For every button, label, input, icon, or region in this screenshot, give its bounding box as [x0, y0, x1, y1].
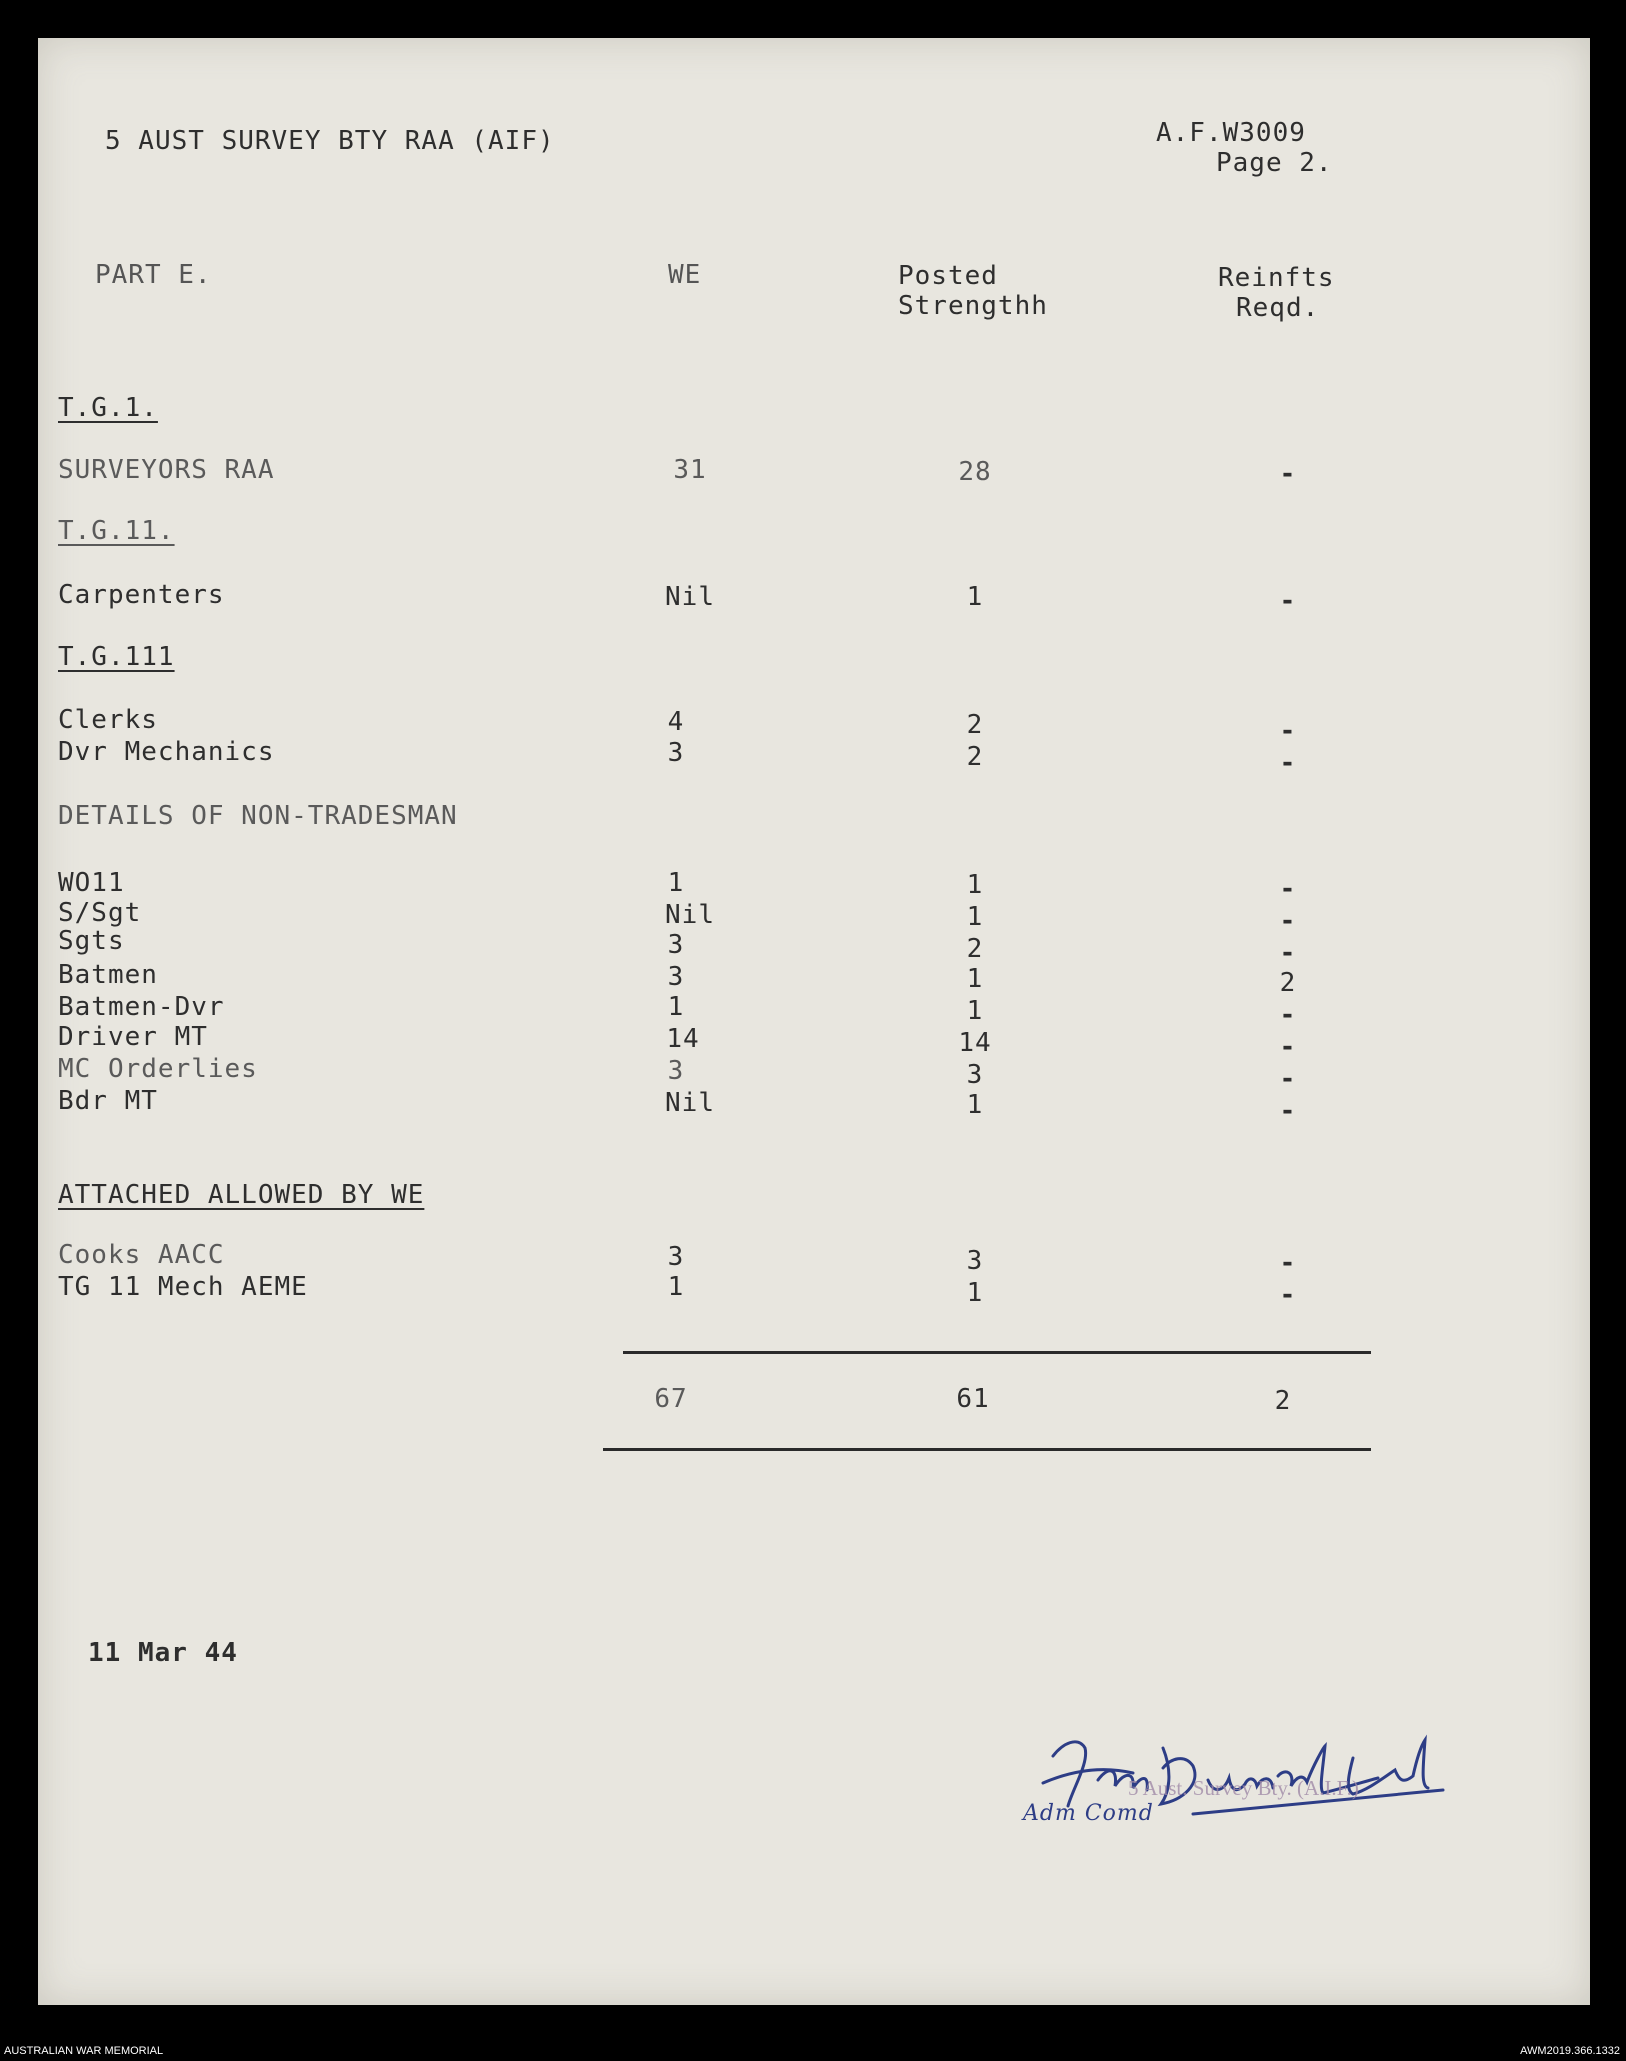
- row-posted: 2: [966, 710, 984, 740]
- col-reqd-header-2: Reqd.: [1236, 293, 1320, 323]
- row-posted: 2: [966, 742, 984, 772]
- row-we: Nil: [665, 582, 715, 612]
- row-posted: 28: [958, 457, 992, 487]
- section-title-nontrades: DETAILS OF NON-TRADESMAN: [58, 801, 458, 831]
- row-reqd: -: [1279, 874, 1297, 904]
- row-label: Batmen: [58, 960, 158, 990]
- footer-archive: AUSTRALIAN WAR MEMORIAL: [4, 2045, 164, 2057]
- row-we: 14: [666, 1024, 700, 1054]
- row-label: Carpenters: [58, 580, 225, 610]
- row-posted: 3: [966, 1246, 984, 1276]
- row-reqd: -: [1279, 1248, 1297, 1278]
- row-we: Nil: [665, 1088, 715, 1118]
- row-we: 1: [667, 868, 685, 898]
- row-reqd: -: [1279, 716, 1297, 746]
- unit-stamp: 5 Aust. Survey Bty. (A.I.F.): [1128, 1776, 1359, 1800]
- row-posted: 14: [958, 1028, 992, 1058]
- section-title-attached: ATTACHED ALLOWED BY WE: [58, 1180, 425, 1210]
- row-we: 1: [667, 992, 685, 1022]
- row-we: 3: [667, 962, 685, 992]
- row-reqd: -: [1279, 938, 1297, 968]
- row-we: 1: [667, 1272, 685, 1302]
- row-posted: 1: [966, 870, 984, 900]
- row-label: TG 11 Mech AEME: [58, 1272, 308, 1302]
- row-reqd: -: [1279, 906, 1297, 936]
- footer-reference: AWM2019.366.1332: [1520, 2045, 1620, 2057]
- row-label: Batmen-Dvr: [58, 992, 225, 1022]
- row-posted: 1: [966, 964, 984, 994]
- section-title-tg1: T.G.1.: [58, 393, 158, 423]
- row-label: MC Orderlies: [58, 1054, 258, 1084]
- row-posted: 1: [966, 582, 984, 612]
- row-label: Driver MT: [58, 1022, 208, 1052]
- row-label: Cooks AACC: [58, 1240, 225, 1270]
- row-reqd: -: [1279, 459, 1297, 489]
- row-reqd: -: [1279, 1032, 1297, 1062]
- row-label: SURVEYORS RAA: [58, 455, 275, 485]
- handwritten-note: Adm Comd: [1023, 1801, 1154, 1826]
- row-label: Dvr Mechanics: [58, 737, 275, 767]
- row-reqd: -: [1279, 1000, 1297, 1030]
- row-we: Nil: [665, 900, 715, 930]
- row-reqd: -: [1279, 748, 1297, 778]
- row-posted: 1: [966, 1090, 984, 1120]
- totals-rule-top: [623, 1351, 1371, 1354]
- row-we: 3: [667, 738, 685, 768]
- row-we: 3: [667, 1056, 685, 1086]
- totals-rule-bottom: [603, 1448, 1371, 1451]
- section-title-tg111: T.G.111: [58, 642, 175, 672]
- row-label: Clerks: [58, 705, 158, 735]
- row-posted: 1: [966, 996, 984, 1026]
- total-we: 67: [654, 1384, 688, 1414]
- col-we-header: WE: [668, 260, 702, 290]
- row-we: 4: [667, 707, 685, 737]
- row-reqd: -: [1279, 1064, 1297, 1094]
- row-we: 3: [667, 930, 685, 960]
- form-number: A.F.W3009: [1156, 118, 1306, 148]
- row-reqd: -: [1279, 586, 1297, 616]
- page-number: Page 2.: [1216, 148, 1333, 178]
- row-posted: 1: [966, 902, 984, 932]
- col-posted-header-1: Posted: [898, 261, 998, 291]
- row-label: Bdr MT: [58, 1086, 158, 1116]
- total-posted: 61: [956, 1384, 990, 1414]
- unit-title: 5 AUST SURVEY BTY RAA (AIF): [105, 126, 555, 156]
- total-reqd: 2: [1274, 1386, 1292, 1416]
- row-reqd: 2: [1279, 968, 1297, 998]
- row-label: S/Sgt: [58, 898, 142, 928]
- row-reqd: -: [1279, 1280, 1297, 1310]
- row-label: Sgts: [58, 926, 125, 956]
- row-posted: 2: [966, 934, 984, 964]
- row-label: WO11: [58, 868, 125, 898]
- section-title-tg11: T.G.11.: [58, 516, 175, 546]
- row-we: 31: [673, 455, 707, 485]
- col-posted-header-2: Strengthh: [898, 291, 1048, 321]
- row-reqd: -: [1279, 1096, 1297, 1126]
- part-label: PART E.: [95, 260, 212, 290]
- document-page: [38, 38, 1590, 2005]
- row-we: 3: [667, 1242, 685, 1272]
- document-date: 11 Mar 44: [88, 1638, 238, 1668]
- col-reqd-header-1: Reinfts: [1218, 263, 1335, 293]
- row-posted: 3: [966, 1060, 984, 1090]
- row-posted: 1: [966, 1278, 984, 1308]
